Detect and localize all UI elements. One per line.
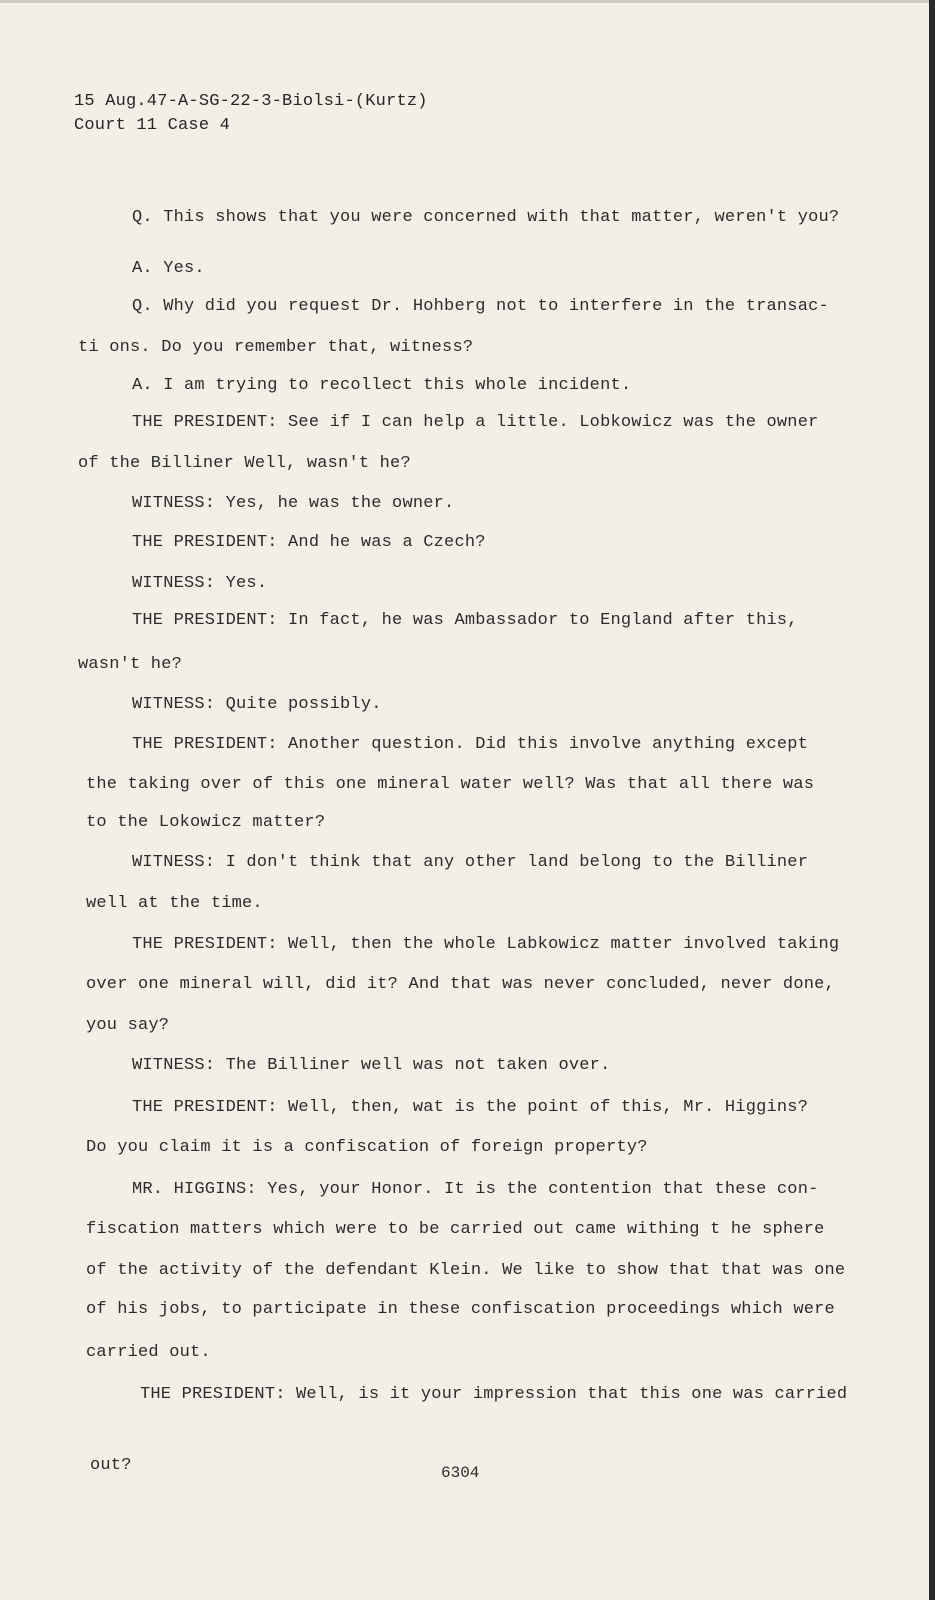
header-reference: 15 Aug.47-A-SG-22-3-Biolsi-(Kurtz)	[74, 92, 428, 111]
transcript-line: THE PRESIDENT: Another question. Did this involve anything except	[132, 735, 809, 754]
transcript-line: WITNESS: Yes, he was the owner.	[132, 494, 455, 513]
transcript-line: THE PRESIDENT: And he was a Czech?	[132, 533, 486, 552]
transcript-line: A. I am trying to recollect this whole incident.	[132, 376, 632, 395]
transcript-line: Do you claim it is a confiscation of foreign property?	[86, 1138, 648, 1157]
header-court-case: Court 11 Case 4	[74, 116, 231, 135]
page-top-edge	[0, 0, 935, 3]
transcript-line: Q. This shows that you were concerned with that matter, weren't you?	[132, 208, 840, 227]
transcript-line: MR. HIGGINS: Yes, your Honor. It is the contention that these con-	[132, 1180, 819, 1199]
transcript-line: WITNESS: I don't think that any other land belong to the Billiner	[132, 853, 809, 872]
transcript-line: carried out.	[86, 1343, 211, 1362]
transcript-line: WITNESS: Quite possibly.	[132, 695, 382, 714]
transcript-line: you say?	[86, 1016, 170, 1035]
page-right-edge	[929, 0, 935, 1600]
transcript-line: to the Lokowicz matter?	[86, 813, 326, 832]
transcript-line: A. Yes.	[132, 259, 205, 278]
transcript-line: of the Billiner Well, wasn't he?	[78, 454, 411, 473]
transcript-line: THE PRESIDENT: See if I can help a little. Lobkowicz was the owner	[132, 413, 819, 432]
transcript-line: Q. Why did you request Dr. Hohberg not to interfere in the transac-	[132, 297, 829, 316]
transcript-line: of the activity of the defendant Klein. We like to show that that was one	[86, 1261, 846, 1280]
page-number: 6304	[441, 1464, 480, 1482]
transcript-line: THE PRESIDENT: Well, then, wat is the point of this, Mr. Higgins?	[132, 1098, 809, 1117]
transcript-line: ti ons. Do you remember that, witness?	[78, 338, 474, 357]
transcript-line: well at the time.	[86, 894, 263, 913]
transcript-line: the taking over of this one mineral water well? Was that all there was	[86, 775, 815, 794]
transcript-line: WITNESS: The Billiner well was not taken over.	[132, 1056, 611, 1075]
transcript-line: THE PRESIDENT: In fact, he was Ambassador to England after this,	[132, 611, 798, 630]
transcript-line: over one mineral will, did it? And that was never concluded, never done,	[86, 975, 835, 994]
transcript-line: of his jobs, to participate in these confiscation proceedings which were	[86, 1300, 835, 1319]
transcript-line: fiscation matters which were to be carried out came withing t he sphere	[86, 1220, 825, 1239]
transcript-line: wasn't he?	[78, 655, 183, 674]
transcript-line: THE PRESIDENT: Well, then the whole Labkowicz matter involved taking	[132, 935, 840, 954]
transcript-line: THE PRESIDENT: Well, is it your impression that this one was carried	[140, 1385, 848, 1404]
transcript-line: WITNESS: Yes.	[132, 574, 268, 593]
transcript-line: out?	[90, 1456, 132, 1475]
